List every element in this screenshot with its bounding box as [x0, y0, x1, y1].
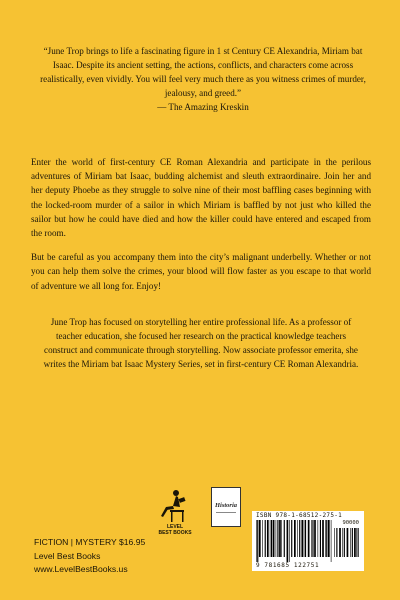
barcode-bar [314, 520, 316, 557]
barcode-bar [256, 520, 257, 562]
book-description [31, 155, 371, 303]
barcode-bar [325, 520, 326, 557]
barcode-bar [259, 520, 261, 557]
barcode-bar [304, 520, 305, 557]
historia-divider [216, 512, 236, 513]
barcode-bar [287, 520, 289, 562]
barcode-bar [326, 520, 327, 557]
barcode-bar [279, 520, 281, 557]
svg-text:BEST BOOKS: BEST BOOKS [158, 530, 192, 536]
barcode-bar [344, 528, 345, 557]
barcode-bar [289, 520, 290, 562]
barcode-bar [267, 520, 269, 557]
description-paragraph-1: Enter the world of first-century CE Roman Alexandria and participate in the perilous adventures of Miriam bat Isaac, budding alchemist and sleuth extraordinaire. Join her and her deputy Phoebe as they struggle to solve nine of their most baffling cases beginning with the locked-room murder of a sailor in which Miriam is baffled by not just who killed the sailor but how he could have died and how the killer could have entered and escaped from the room. [31, 157, 371, 239]
barcode-bar [320, 520, 321, 557]
barcode-bar [299, 520, 300, 557]
price-code: 90000 [342, 520, 359, 526]
svg-text:LEVEL: LEVEL [166, 524, 184, 530]
barcode-bar [265, 520, 266, 557]
barcode-bar [277, 520, 278, 557]
barcode-bar [334, 528, 335, 557]
barcode-bar [276, 520, 277, 557]
barcode-bar [281, 520, 282, 557]
barcode-bar [262, 520, 263, 557]
barcode-bar [297, 520, 298, 557]
description-paragraph-2: But be careful as you accompany them into the city’s malignant underbelly. Whether or not you can help them solve the crimes, your blood will flow faster as you escape to that world of adventure we all long for. Enjoy! [31, 252, 371, 291]
barcode-bar [284, 520, 285, 557]
barcode-bar [354, 528, 356, 557]
publisher-name: Level Best Books [34, 550, 101, 561]
barcode-bar [301, 520, 303, 557]
barcode-bar [331, 520, 332, 562]
barcode-bar [318, 520, 319, 557]
barcode-bars [256, 520, 332, 562]
barcode-bar [308, 520, 310, 557]
barcode-bar [322, 520, 324, 557]
historia-imprint-name: Historia [214, 501, 238, 509]
barcode-bar [271, 520, 272, 557]
barcode-bar [273, 520, 275, 557]
barcode-bar [291, 520, 292, 557]
praise-blurb [40, 44, 366, 114]
isbn-barcode [252, 511, 364, 571]
genre-price: FICTION | MYSTERY $16.95 [34, 537, 146, 547]
praise-attribution: — The Amazing Kreskin [157, 102, 249, 112]
barcode-bar [347, 528, 349, 557]
barcode-bar [257, 520, 258, 562]
barcode-bar [352, 528, 353, 557]
praise-quote: “June Trop brings to life a fascinating figure in 1 st Century CE Alexandria, Miriam bat Isaac. Despite its ancient setting, the actions, conflicts, and characters come across realistically, even vividly. You will feel very much there as you witness crimes of murder, jealousy, and greed.” [40, 46, 366, 98]
publisher-website: www.LevelBestBooks.us [34, 564, 128, 574]
barcode-bar [342, 528, 343, 557]
barcode-bar [305, 520, 306, 557]
isbn-label: ISBN 978-1-68512-275-1 [256, 512, 343, 519]
footer-info [34, 536, 145, 577]
barcode-bar [350, 528, 351, 557]
barcode-bar [270, 520, 271, 557]
price-addon-bars [334, 528, 360, 562]
barcode-bar [328, 520, 330, 557]
barcode-bar [336, 528, 337, 557]
isbn-digits: 9 781685 122751 [256, 562, 320, 569]
author-bio: June Trop has focused on storytelling her entire professional life. As a professor of teacher education, she focused her research on the practical knowledge teachers construct and communicate through storytelling. Now associate professor emerita, she writes the Miriam bat Isaac Mystery Series, set in first-century CE Roman Alexandria. [43, 317, 359, 369]
barcode-bar [339, 528, 341, 557]
level-best-books-logo [156, 488, 194, 536]
historia-imprint-logo [211, 487, 241, 527]
barcode-bar [311, 520, 312, 557]
barcode-bar [312, 520, 313, 557]
barcode-bar [356, 528, 357, 557]
barcode-bar [294, 520, 296, 557]
barcode-bar [358, 528, 359, 557]
